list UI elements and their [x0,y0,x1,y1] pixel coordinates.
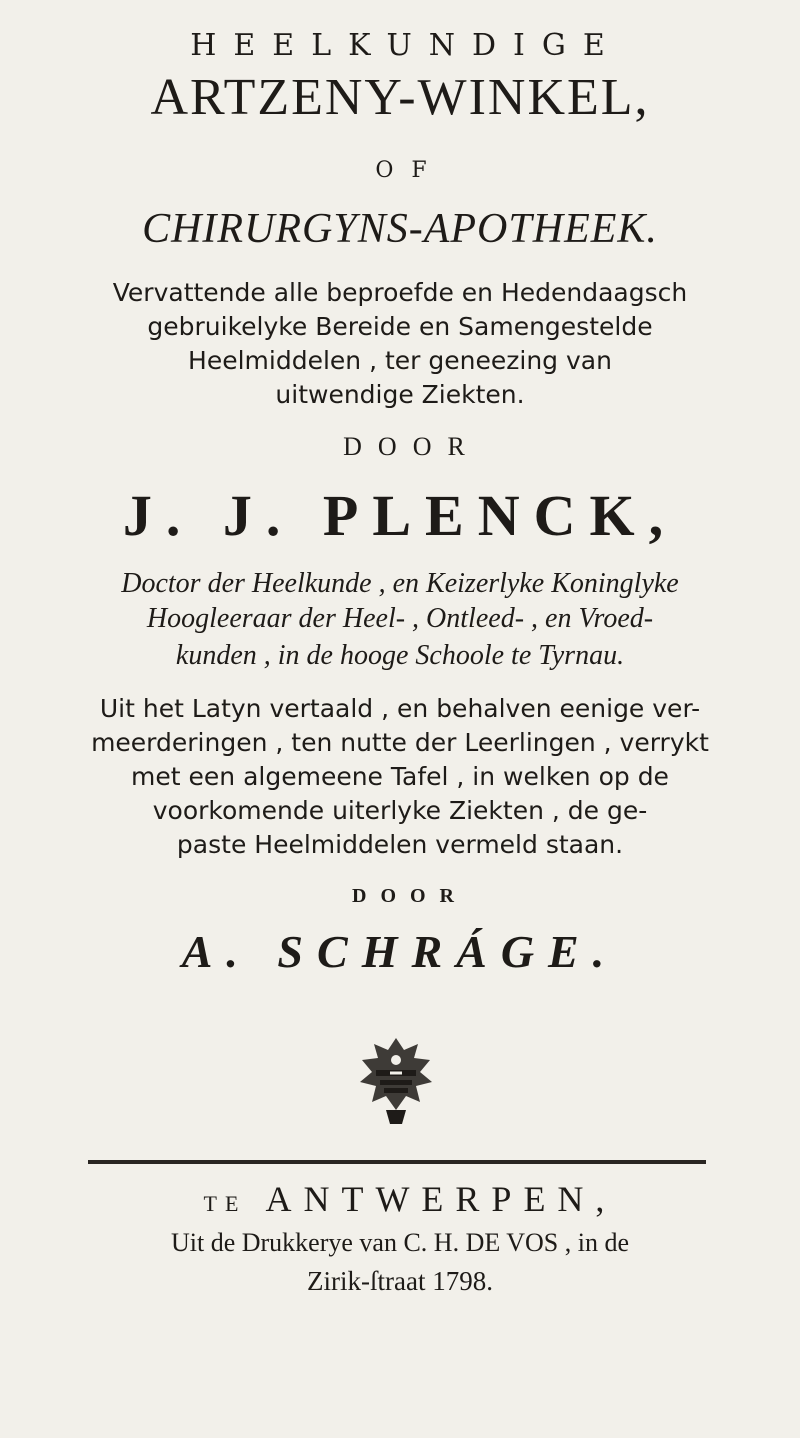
author-title-line: Doctor der Heelkunde , en Keizerlyke Koninglyke [121,568,679,599]
imprint-place-prefix: TE [203,1191,247,1216]
author-title-line: kunden , in de hooge Schoole te Tyrnau. [175,640,625,671]
author-name: J. J. PLENCK, [122,483,678,548]
door-label: DOOR [343,432,481,461]
subtitle-line: Heelmiddelen , ter geneezing van [188,346,612,375]
title-line-chirurgyns-apotheek: CHIRURGYNS-APOTHEEK. [142,206,658,252]
subtitle-line: uitwendige Ziekten. [275,380,525,409]
title-line-of: OF [375,158,445,183]
divider-rule [88,1160,706,1164]
imprint-printer: Uit de Drukkerye van C. H. DE VOS , in de [170,1228,630,1257]
translation-note-line: voorkomende uiterlyke Ziekten , de ge- [152,796,648,825]
author-title-line: Hoogleeraar der Heel- , Ontleed- , en Vroed- [146,603,654,634]
subtitle-line: Vervattende alle beproefde en Hedendaagsch [112,278,688,307]
imprint-place-name: ANTWERPEN, [265,1179,617,1219]
translator-name: A. SCHRÁGE. [181,926,619,977]
subtitle-line: gebruikelyke Bereide en Samengestelde [147,312,653,341]
title-line-heelkundige: HEELKUNDIGE [190,28,622,63]
translation-note-line: paste Heelmiddelen vermeld staan. [176,830,624,859]
title-line-artzeny-winkel: ARTZENY-WINKEL, [150,69,650,126]
printer-ornament-icon [346,1030,446,1130]
translation-note-line: Uit het Latyn vertaald , en behalven eenige ver- [99,694,701,723]
imprint-place [0,1178,800,1220]
translation-note-line: meerderingen , ten nutte der Leerlingen , verrykt [91,728,709,757]
translation-note-line: met een algemeene Tafel , in welken op de [131,762,669,791]
imprint-street: Zirik-ſtraat 1798. [307,1266,493,1296]
door-label-2: DOOR [352,885,468,907]
